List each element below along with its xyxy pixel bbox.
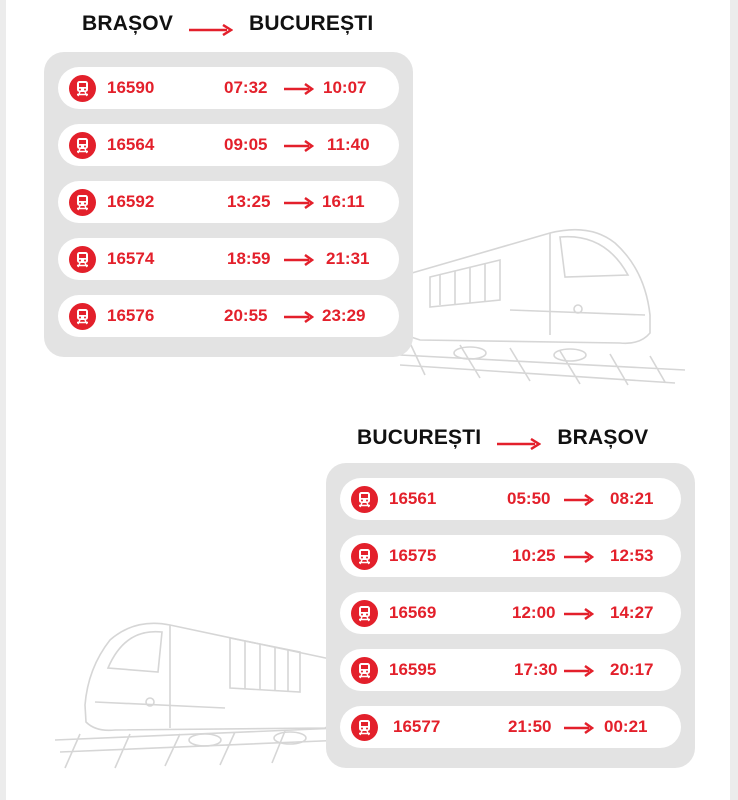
arrow-right-icon [284, 310, 314, 322]
arrow-right-icon [189, 18, 233, 30]
arrow-right-icon [284, 139, 314, 151]
departure-time: 13:25 [227, 192, 271, 211]
timetable-panel [326, 463, 695, 768]
arrival-time: 20:17 [610, 660, 654, 679]
arrival-time: 21:31 [326, 249, 370, 268]
origin-station: BUCUREȘTI [357, 426, 482, 449]
train-number: 16590 [107, 78, 155, 97]
arrow-right-icon [284, 196, 314, 208]
arrow-right-icon [564, 550, 594, 562]
train-front-icon [351, 657, 378, 684]
departure-time: 05:50 [507, 489, 551, 508]
train-illustration-icon [50, 610, 350, 780]
train-number: 16561 [389, 489, 437, 508]
train-number: 16575 [389, 546, 437, 565]
train-number: 16577 [393, 717, 441, 736]
train-row [58, 181, 399, 223]
train-illustration-icon [400, 215, 690, 390]
departure-time: 17:30 [514, 660, 558, 679]
departure-time: 21:50 [508, 717, 552, 736]
train-number: 16595 [389, 660, 437, 679]
train-front-icon [69, 303, 96, 330]
train-front-icon [351, 543, 378, 570]
arrow-right-icon [284, 253, 314, 265]
arrival-time: 11:40 [327, 135, 370, 154]
train-row [58, 124, 399, 166]
route-header [82, 12, 373, 36]
train-front-icon [351, 486, 378, 513]
departure-time: 09:05 [224, 135, 268, 154]
train-front-icon [69, 246, 96, 273]
train-number: 16592 [107, 192, 155, 211]
arrow-right-icon [284, 82, 314, 94]
train-row [340, 592, 681, 634]
train-front-icon [69, 189, 96, 216]
train-number: 16564 [107, 135, 155, 154]
train-number: 16574 [107, 249, 155, 268]
arrival-time: 16:11 [322, 192, 365, 211]
arrow-right-icon [564, 664, 594, 676]
arrow-right-icon [564, 607, 594, 619]
train-number: 16569 [389, 603, 437, 622]
departure-time: 07:32 [224, 78, 268, 97]
destination-station: BUCUREȘTI [249, 12, 374, 35]
train-front-icon [69, 132, 96, 159]
train-row [58, 238, 399, 280]
arrival-time: 12:53 [610, 546, 654, 565]
origin-station: BRAȘOV [82, 12, 174, 35]
train-row [340, 649, 681, 691]
train-row [58, 67, 399, 109]
timetable-panel [44, 52, 413, 357]
arrival-time: 23:29 [322, 306, 366, 325]
train-row [340, 478, 681, 520]
arrival-time: 14:27 [610, 603, 654, 622]
arrow-right-icon [497, 432, 541, 444]
departure-time: 18:59 [227, 249, 271, 268]
train-front-icon [351, 714, 378, 741]
train-row [340, 706, 681, 748]
arrow-right-icon [564, 721, 594, 733]
departure-time: 12:00 [512, 603, 556, 622]
arrival-time: 08:21 [610, 489, 654, 508]
train-front-icon [351, 600, 378, 627]
route-header [357, 426, 648, 450]
page-edge-left [0, 0, 6, 800]
arrival-time: 10:07 [323, 78, 367, 97]
departure-time: 10:25 [512, 546, 556, 565]
train-row [340, 535, 681, 577]
train-row [58, 295, 399, 337]
train-front-icon [69, 75, 96, 102]
arrow-right-icon [564, 493, 594, 505]
page-edge-right [730, 0, 738, 800]
departure-time: 20:55 [224, 306, 268, 325]
arrival-time: 00:21 [604, 717, 648, 736]
destination-station: BRAȘOV [557, 426, 649, 449]
train-number: 16576 [107, 306, 155, 325]
